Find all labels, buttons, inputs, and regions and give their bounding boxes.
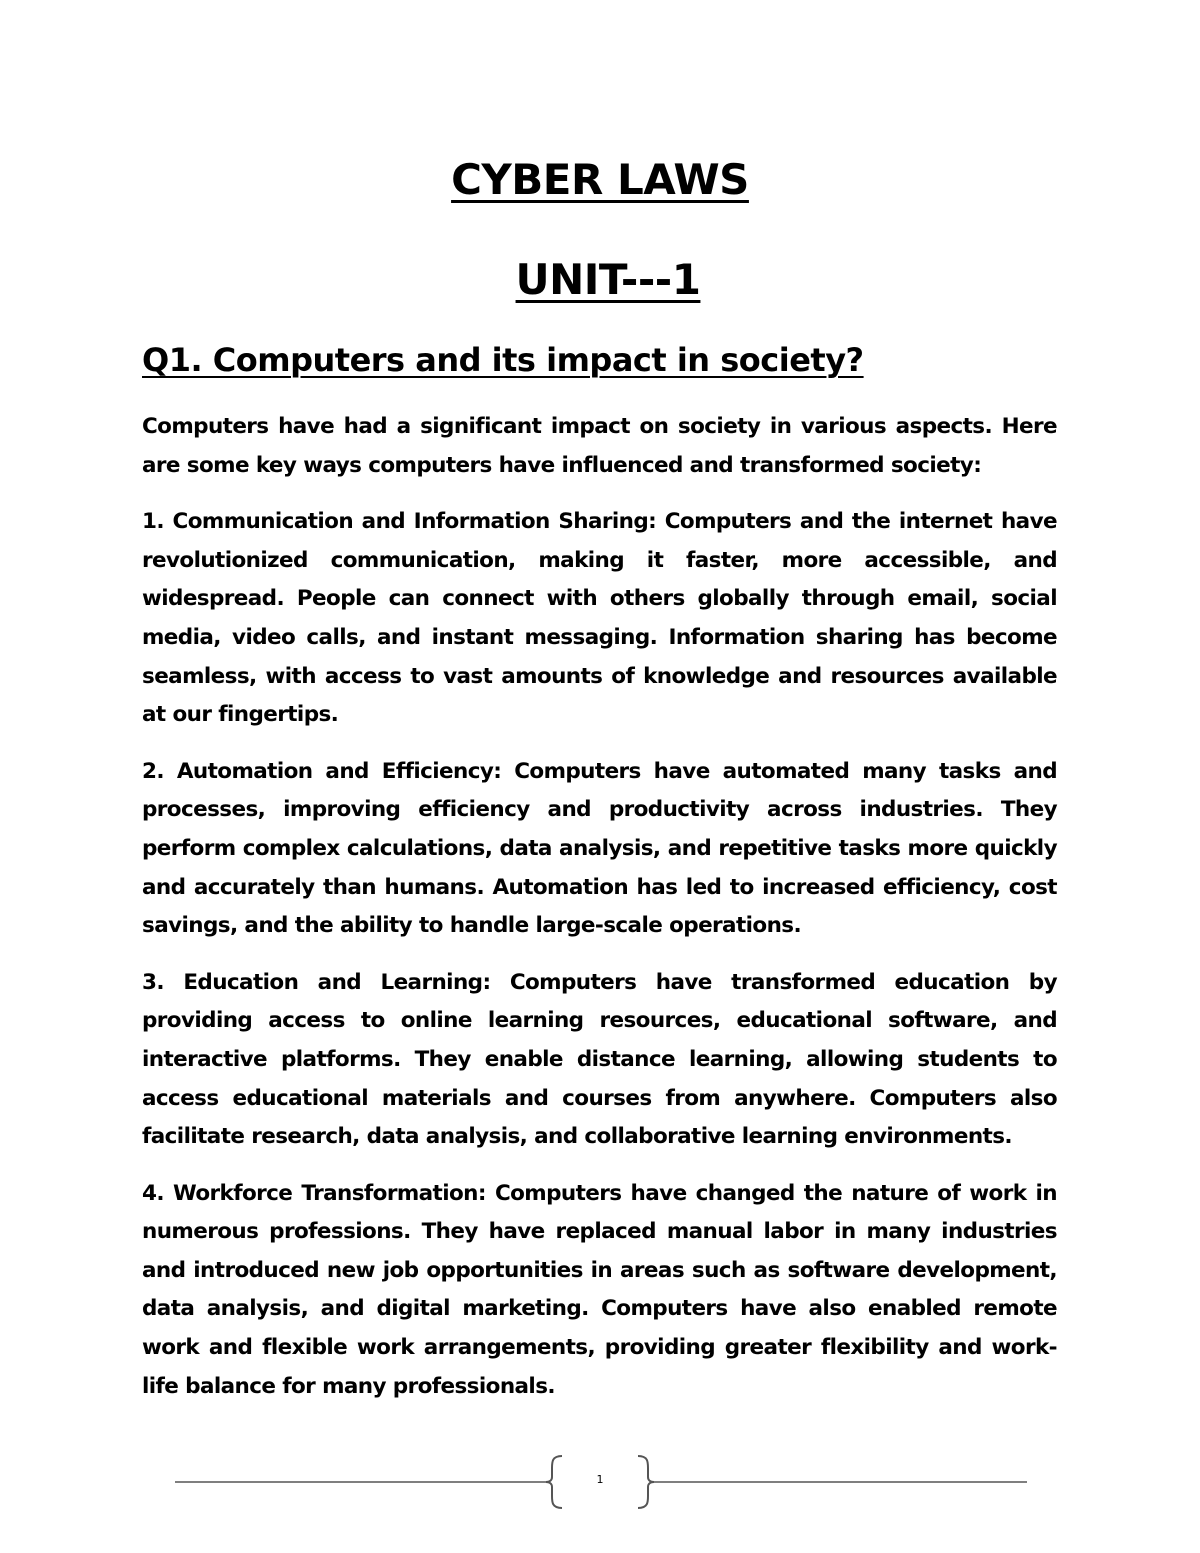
document-title: CYBER LAWS [451,155,749,204]
intro-paragraph: Computers have had a significant impact on society in various aspects. Here are some key ways computers have influenced and transformed society: [142,414,1057,478]
question-heading: Q1. Computers and its impact in society? [142,341,864,379]
document-body [142,408,1057,1424]
unit-heading: UNIT---1 [515,255,701,304]
page-number: 1 [596,1473,604,1486]
paragraph-communication: 1. Communication and Information Sharing: Computers and the internet have revolutionized communication, making it faster, more accessible, and widespread. People can connect with others globally through email, social media, video calls, and instant messaging. Information sharing has become seamless, with access to vast amounts of knowledge and resources available at our fingertips. [142,509,1057,728]
paragraph-workforce: 4. Workforce Transformation: Computers have changed the nature of work in numerous professions. They have replaced manual labor in many industries and introduced new job opportunities in areas such as software development, data analysis, and digital marketing. Computers have also enabled remote work and flexible work arrangements, providing greater flexibility and work-life balance for many professionals. [142,1180,1057,1399]
paragraph-education: 3. Education and Learning: Computers have transformed education by providing access to online learning resources, educational software, and interactive platforms. They enable distance learning, allowing students to access educational materials and courses from anywhere. Computers also facilitate research, data analysis, and collaborative learning environments. [142,969,1057,1150]
paragraph-automation: 2. Automation and Efficiency: Computers have automated many tasks and processes, improving efficiency and productivity across industries. They perform complex calculations, data analysis, and repetitive tasks more quickly and accurately than humans. Automation has led to increased efficiency, cost savings, and the ability to handle large-scale operations. [142,758,1057,939]
